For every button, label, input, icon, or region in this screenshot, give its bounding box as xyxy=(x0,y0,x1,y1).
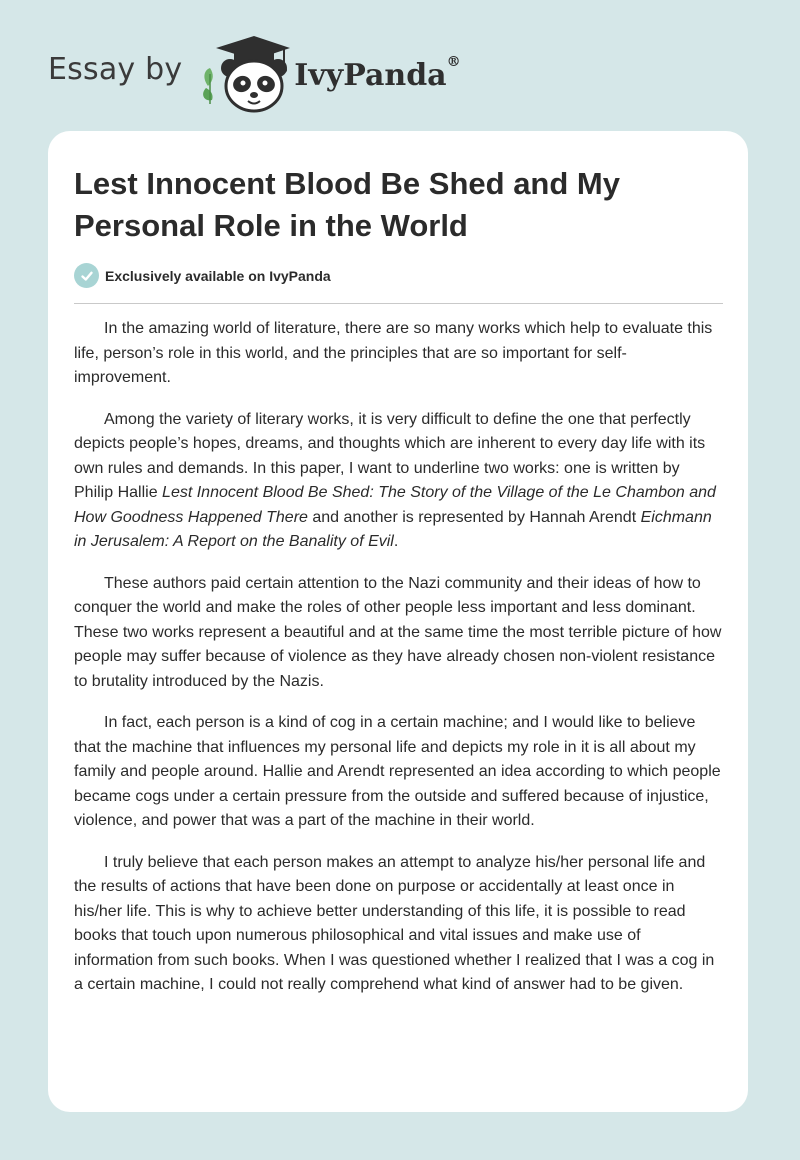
exclusive-label: Exclusively available on IvyPanda xyxy=(105,267,331,284)
paragraph-1: In the amazing world of literature, there are so many works which help to evaluate this life, person’s role in this world, and the principles that are so important for self-improvement. xyxy=(74,320,713,386)
essay-card xyxy=(48,131,748,1112)
paragraph-2-text-e: . xyxy=(393,533,399,550)
panda-graduate-icon[interactable] xyxy=(198,34,290,114)
paragraph-3: These authors paid certain attention to the Nazi community and their ideas of how to conquer the world and make the roles of other people less important and less dominant. These two works represent a beautiful and at the same time the most terrible picture of how people may suffer because of violence as they have already chosen non-violent resistance to brutality introduced by the Nazis. xyxy=(74,574,722,690)
check-circle-icon xyxy=(74,263,99,288)
exclusive-badge xyxy=(74,263,331,288)
title-divider xyxy=(74,303,723,304)
brand-text: IvyPanda xyxy=(294,57,447,93)
essay-by-label: Essay by xyxy=(48,51,183,87)
site-header xyxy=(48,34,461,114)
brand-name[interactable] xyxy=(294,53,461,93)
book-title-arendt: Eichmann in Jerusalem: A Report on the Banality of Evil xyxy=(74,508,712,550)
paragraph-5: I truly believe that each person makes an attempt to analyze his/her personal life and the results of actions that have been done on purpose or accidentally at least once in his/her life. This is why to achieve better understanding of this life, it is possible to read books that touch upon numerous philosophical and vital issues and make use of information from such books. When I was questioned whether I realized that I was a cog in a certain machine, I could not really comprehend what kind of answer had to be given. xyxy=(74,853,715,993)
book-title-hallie: Lest Innocent Blood Be Shed: The Story of the Village of the Le Chambon and How Goodness Happened There xyxy=(74,484,716,526)
registered-mark: ® xyxy=(446,53,461,70)
essay-body xyxy=(74,317,723,1015)
paragraph-2 xyxy=(74,408,723,555)
paragraph-4: In fact, each person is a kind of cog in a certain machine; and I would like to believe that the machine that influences my personal life and depicts my role in it is all about my family and people around. Hallie and Arendt represented an idea according to which people became cogs under a certain pressure from the outside and suffered because of injustice, violence, and power that was a part of the machine in their world. xyxy=(74,714,721,829)
paragraph-2-text-a: Among the variety of literary works, it is very difficult to define the one that perfectly depicts people’s hopes, dreams, and thoughts which are inherent to every day life with its own rules and demands. In this paper, I want to underline two works: one is written by Philip Hallie xyxy=(74,410,706,501)
essay-title: Lest Innocent Blood Be Shed and My Personal Role in the World xyxy=(74,166,620,243)
paragraph-2-text-c: and another is represented by Hannah Arendt xyxy=(307,508,641,526)
